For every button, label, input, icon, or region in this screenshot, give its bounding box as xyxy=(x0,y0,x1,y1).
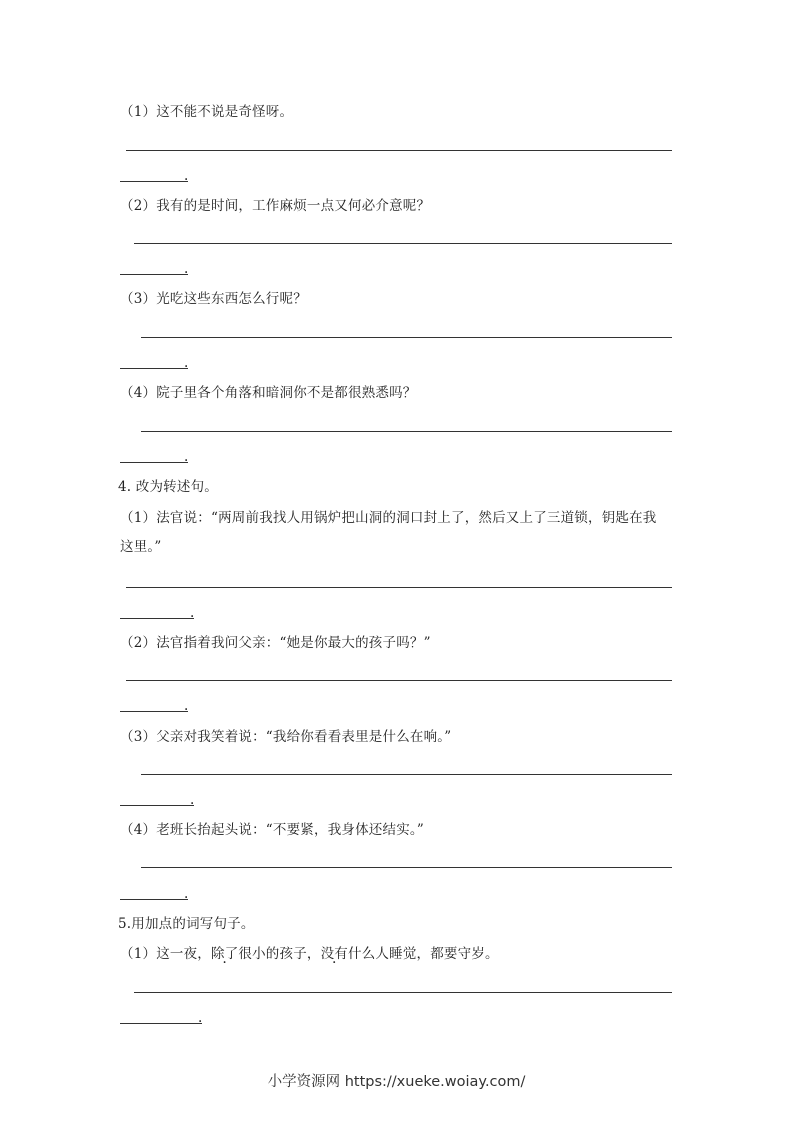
q4-item-4: （4）老班长抬起头说：“不要紧，我身体还结实。” xyxy=(120,822,424,838)
answer-line xyxy=(126,680,672,681)
q3-item-4: （4）院子里各个角落和暗洞你不是都很熟悉吗？ xyxy=(120,385,417,401)
period: . xyxy=(190,792,195,808)
q5-item-1-text: （1）这一夜， xyxy=(120,946,211,962)
answer-line-short xyxy=(120,899,188,900)
answer-line-short xyxy=(120,368,188,369)
q4-heading: 4. 改为转述句。 xyxy=(118,479,218,495)
answer-line xyxy=(141,337,672,338)
emphasized-word: 除了 xyxy=(211,946,239,962)
answer-line xyxy=(134,243,672,244)
answer-line xyxy=(141,774,672,775)
answer-line-short xyxy=(120,711,188,712)
q4-item-2: （2）法官指着我问父亲：“她是你最大的孩子吗？” xyxy=(120,635,431,651)
period: . xyxy=(184,698,189,714)
period: . xyxy=(184,355,189,371)
answer-line-short xyxy=(120,805,194,806)
period: . xyxy=(184,168,189,184)
q5-item-1-text: 什么人睡觉，都要守岁。 xyxy=(348,946,499,962)
answer-line xyxy=(126,587,672,588)
q5-item-1-text: 很小的孩子， xyxy=(238,946,321,962)
answer-line-short xyxy=(120,1023,202,1024)
q3-item-2: （2）我有的是时间，工作麻烦一点又何必介意呢？ xyxy=(120,198,431,214)
q3-item-1: （1）这不能不说是奇怪呀。 xyxy=(120,104,294,120)
answer-line-short xyxy=(120,181,188,182)
period: . xyxy=(198,1010,203,1026)
q5-heading: 5.用加点的词写句子。 xyxy=(118,916,255,932)
footer-source: 小学资源网 https://xueke.woiay.com/ xyxy=(267,1074,526,1090)
answer-line xyxy=(141,431,672,432)
emphasized-word: 没有 xyxy=(320,946,349,962)
answer-line xyxy=(126,150,672,151)
q5-item-1 xyxy=(120,944,499,964)
q3-item-3: （3）光吃这些东西怎么行呢？ xyxy=(120,291,307,307)
period: . xyxy=(184,449,189,465)
answer-line-short xyxy=(120,274,188,275)
period: . xyxy=(190,605,195,621)
q4-item-3: （3）父亲对我笑着说：“我给你看看表里是什么在响。” xyxy=(120,729,452,745)
q4-item-1-line-1: （1）法官说：“两周前我找人用锅炉把山洞的洞口封上了，然后又上了三道锁，钥匙在我 xyxy=(120,510,657,526)
q4-item-1-line-2: 这里。” xyxy=(120,539,162,555)
period: . xyxy=(184,261,189,277)
answer-line-short xyxy=(120,462,188,463)
answer-line xyxy=(141,867,672,868)
answer-line-short xyxy=(120,618,194,619)
period: . xyxy=(184,886,189,902)
answer-line xyxy=(134,992,672,993)
